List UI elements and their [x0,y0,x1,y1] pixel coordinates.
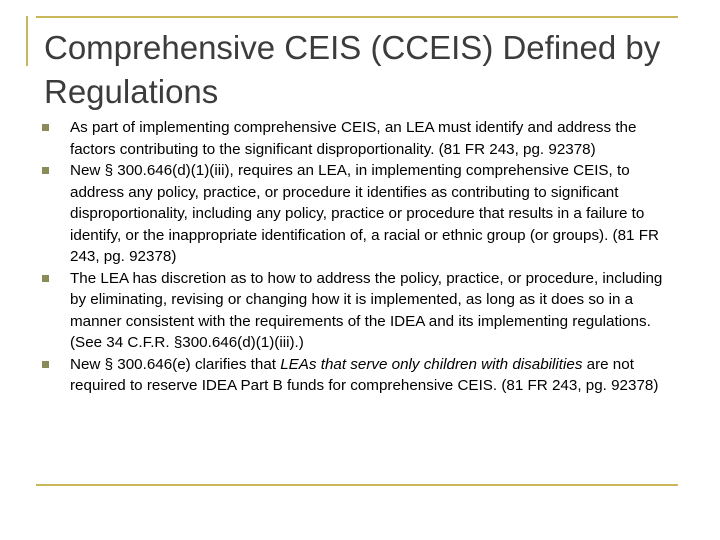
top-rule [36,16,678,18]
square-bullet-icon [42,167,49,174]
bullet-text: As part of implementing comprehensive CEIS, an LEA must identify and address the factors contributing to the significant disproportionality. (81 FR 243, pg. 92378) [70,119,637,158]
square-bullet-icon [42,275,49,282]
bullet-list [40,117,680,397]
bullet-item [40,354,680,397]
slide-title: Comprehensive CEIS (CCEIS) Defined by Regulations [44,29,661,110]
bullet-text-start: New § 300.646(e) clarifies that [70,355,281,373]
bullet-text-italic: LEAs that serve only children with disabilities [280,355,583,373]
left-rule [26,16,28,66]
bottom-rule [36,484,678,486]
bullet-text: The LEA has discretion as to how to address the policy, practice, or procedure, including by eliminating, revising or changing how it is implemented, as long as it does so in a manner consistent with the requirements of the IDEA and its implementing regulations. (See 34 C.F.R. §300.646(d)(1)(iii).) [70,269,663,351]
bullet-text: New § 300.646(d)(1)(iii), requires an LEA, in implementing comprehensive CEIS, to address any policy, practice, or procedure it identifies as contributing to significant disproportionality, including any policy, practice or procedure that results in a failure to identify, or the inappropriate identification of, a racial or ethnic group (or groups). (81 FR 243, pg. 92378) [70,162,659,265]
bullet-item [40,268,680,354]
square-bullet-icon [42,124,49,131]
bullet-text-end: are not required to reserve IDEA Part B funds for comprehensive CEIS. (81 FR 243, pg. 92378) [70,355,659,394]
bullet-item [40,117,680,160]
square-bullet-icon [42,361,49,368]
bullet-item [40,160,680,268]
